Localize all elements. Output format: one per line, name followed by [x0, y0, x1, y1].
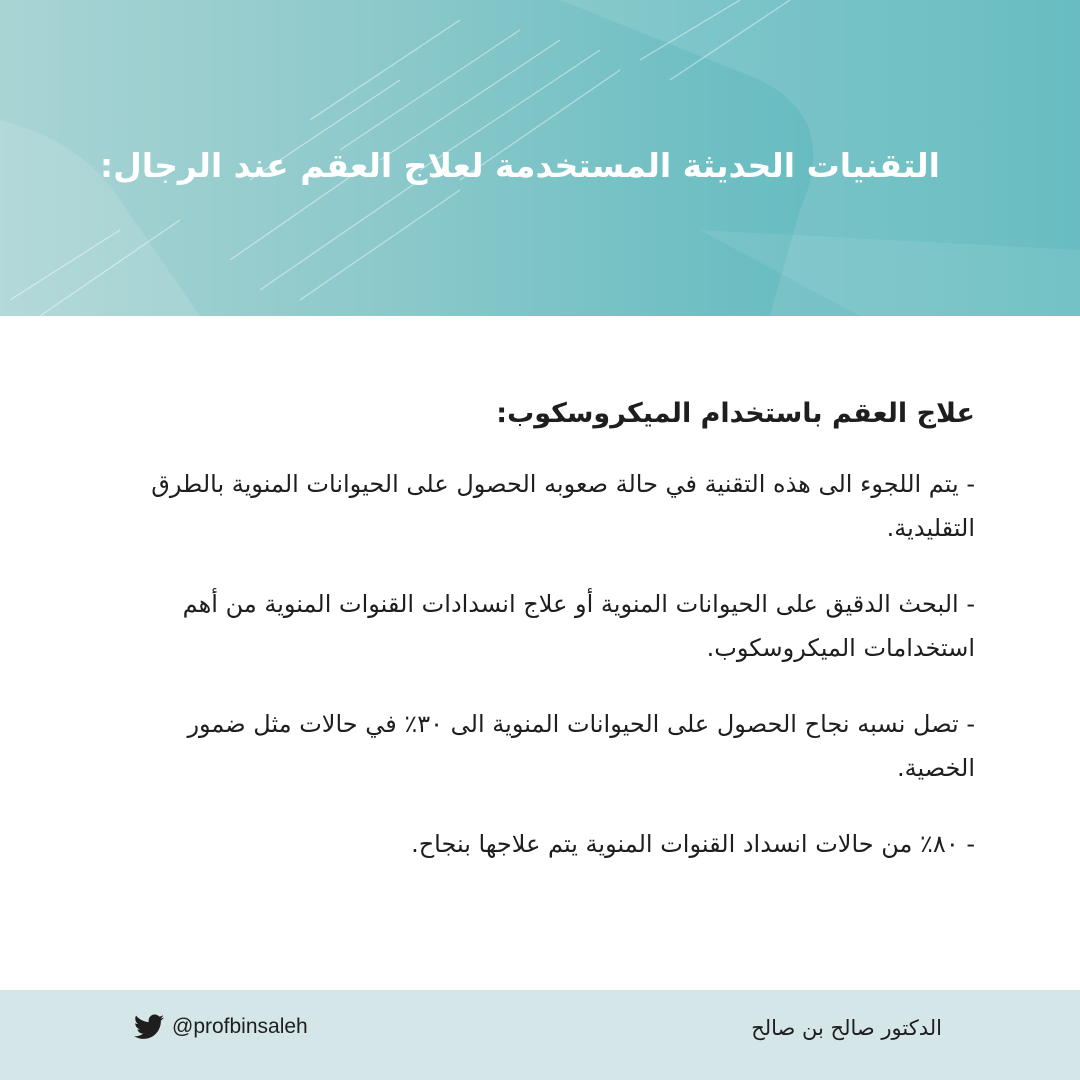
twitter-bird-icon — [134, 1014, 164, 1040]
footer-bar — [0, 990, 1080, 1080]
bullet-paragraph-3: - تصل نسبه نجاح الحصول على الحيوانات المنوية الى ٣٠٪ في حالات مثل ضمور الخصية. — [187, 710, 975, 782]
twitter-handle-text: @profbinsaleh — [172, 1015, 308, 1038]
header-banner — [0, 0, 1080, 316]
twitter-link[interactable] — [134, 1014, 308, 1040]
bullet-paragraph-2: - البحث الدقيق على الحيوانات المنوية أو علاج انسدادات القنوات المنوية من أهم استخدامات الميكروسكوب. — [182, 590, 975, 662]
page-title: التقنيات الحديثة المستخدمة لعلاج العقم عند الرجال: — [99, 146, 940, 185]
bullet-paragraph-1: - يتم اللجوء الى هذه التقنية في حالة صعوبه الحصول على الحيوانات المنوية بالطرق التقليدية. — [151, 470, 975, 542]
bullet-paragraph-4: - ٨٠٪ من حالات انسداد القنوات المنوية يتم علاجها بنجاح. — [411, 830, 975, 858]
author-signature: الدكتور صالح بن صالح — [751, 1016, 942, 1040]
article-body — [105, 392, 975, 898]
section-heading: علاج العقم باستخدام الميكروسكوب: — [496, 398, 975, 429]
